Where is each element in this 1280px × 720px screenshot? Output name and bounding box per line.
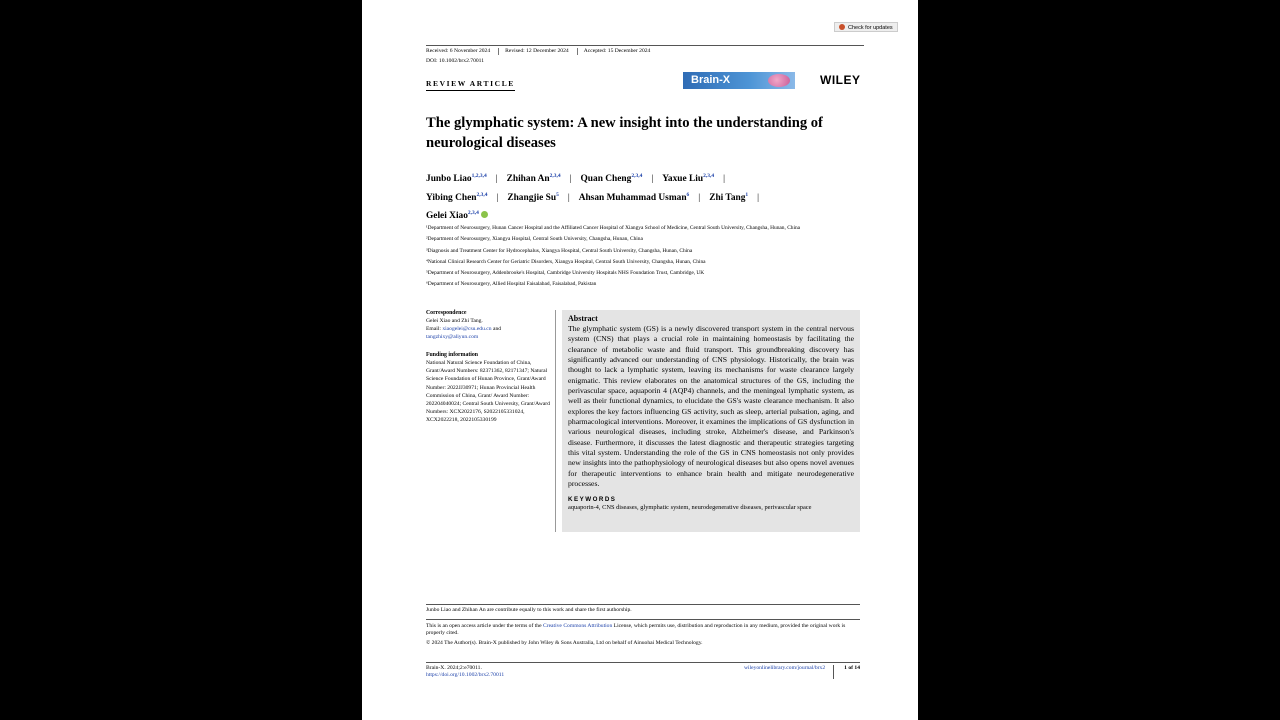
- affiliation: ²Department of Neurosurgery, Xiangya Hospital, Central South University, Changsha, Hunan, China: [426, 236, 643, 243]
- affiliation: ¹Department of Neurosurgery, Hunan Cancer Hospital and the Affiliated Cancer Hospital of Xiangya School of Medicine, Central South University, Changsha, Hunan, China: [426, 225, 801, 231]
- side-info: [426, 309, 550, 434]
- abstract-box: [562, 310, 860, 532]
- keywords: aquaporin-4, CNS diseases, glymphatic system, neurodegenerative diseases, perivascular space: [568, 503, 812, 511]
- citation: Brain-X. 2024;2:e70011.: [426, 665, 482, 671]
- author[interactable]: Gelei Xiao$^{2,3,4}$: [426, 210, 479, 222]
- affiliation: ³Diagnosis and Treatment Center for Hydrocephalus, Xiangya Hospital, Central South University, Changsha, Hunan, China: [426, 247, 693, 254]
- update-icon: [839, 24, 845, 30]
- received-date: Received: 6 November 2024: [426, 48, 491, 54]
- affiliation: ⁴National Clinical Research Center for Geriatric Disorders, Xiangya Hospital, Central South University, Changsha, Hunan, China: [426, 258, 706, 265]
- correspondence-heading: Correspondence: [426, 310, 467, 316]
- journal-logo: Brain-X: [683, 72, 795, 89]
- author[interactable]: Ahsan Muhammad Usman$^6$: [578, 191, 690, 203]
- orcid-icon[interactable]: [481, 211, 488, 218]
- doi: DOI: 10.1002/brx2.70011: [426, 58, 485, 64]
- accepted-date: Accepted: 15 December 2024: [577, 48, 651, 55]
- paper-title: The glymphatic system: A new insight into the understanding of neurological diseases: [426, 115, 823, 151]
- copyright: © 2024 The Author(s). Brain-X published by John Wiley & Sons Australia, Ltd on behalf of Ainuohai Medical Technology.: [426, 640, 703, 646]
- funding-heading: Funding information: [426, 352, 479, 359]
- revised-date: Revised: 12 December 2024: [498, 48, 569, 55]
- doi-link[interactable]: https://doi.org/10.1002/brx2.70011: [426, 672, 505, 678]
- affiliations: [426, 223, 886, 291]
- abstract-text: The glymphatic system (GS) is a newly discovered transport system in the central nervous system (CNS) that plays a crucial role in maintaining homeostasis by facilitating the clearance of metabolic waste and fluid transport. This groundbreaking discovery has significantly advanced our understanding of CNS physiology. Historically, the brain was thought to lack a lymphatic system, leaving its mechanisms for waste clearance largely enigmatic. This review elaborates on the anatomical structures of the GS, including the perivascular space, aquaporin 4 (AQP4) channels, and the meningeal lymphatic system, as well as their functional dynamics, to elucidate the GS's waste clearance mechanism. It also explores the key factors influencing GS activity, such as sleep, arterial pulsation, aging, and pharmacological interventions. Moreover, it examines the implications of GS dysfunction in various neurological diseases, including stroke, Alzheimer's disease, and Parkinson's disease. Furthermore, it discusses the latest diagnostic and therapeutic strategies targeting this vital system. Understanding the role of the GS in CNS homeostasis not only provides new insights into the pathophysiology of neurological diseases but also opens novel avenues for therapeutic interventions to enhance brain health and mitigate neurodegenerative processes.: [568, 324, 854, 489]
- author[interactable]: Junbo Liao$^{1,2,3,4}$: [426, 173, 487, 185]
- divider: [555, 310, 556, 532]
- paper-page: [362, 0, 918, 720]
- affiliation: ⁶Department of Neurosurgery, Allied Hospital Faisalabad, Faisalabad, Pakistan: [426, 281, 597, 288]
- page-number: 1 of 14: [833, 665, 860, 679]
- article-type: REVIEW ARTICLE: [426, 79, 515, 91]
- license-link[interactable]: Creative Commons Attribution: [542, 623, 613, 629]
- correspondence-text: Gelei Xiao and Zhi Tang. Email: xiaogelei@csu.edu.cn and tangzhixy@aliyun.com: [426, 318, 502, 341]
- author[interactable]: Zhihan An$^{2,3,4}$: [506, 173, 561, 185]
- keywords-heading: KEYWORDS: [568, 495, 617, 503]
- email-link[interactable]: xiaogelei@csu.edu.cn: [442, 326, 492, 333]
- page-footer: [426, 662, 860, 679]
- author[interactable]: Zhi Tang$^1$: [709, 191, 749, 203]
- abstract-heading: Abstract: [568, 314, 598, 323]
- article-dates: [426, 45, 864, 55]
- author[interactable]: Yibing Chen$^{2,3,4}$: [426, 191, 488, 203]
- brain-icon: [768, 74, 790, 87]
- funding-text: National Natural Science Foundation of China, Grant/Award Numbers: 82371362, 82171347; Natural Science Foundation of Hunan Province, Grant/Award Number: 2022JJ30971; Hunan Provincial Health Commission of China, Grant/ Award Number: 202204040024; Central South University, Grant/Award Numbers: XCX2022176, S2022105331024, XCX2022218, 2022105330199: [426, 360, 550, 423]
- author-list: Junbo Liao$^{1,2,3,4}$ | Zhihan An$^{2,3,4}$ | Quan Cheng$^{2,3,4}$ | Yaxue Liu$^{2,3,4}$ | Yibing Chen$^{2,3,4}$ | Zhangjie Su$^5$ | Ahsan Muhammad Usman$^6$ | Zhi Tang$^1$ | Gelei Xiao$^{2,3,4}$: [426, 173, 760, 222]
- publisher-logo: WILEY: [820, 73, 861, 87]
- affiliation: ⁵Department of Neurosurgery, Addenbrooke's Hospital, Cambridge University Hospitals NHS Foundation Trust, Cambridge, UK: [426, 270, 705, 277]
- check-for-updates-button[interactable]: Check for updates: [834, 22, 898, 32]
- journal-link[interactable]: wileyonlinelibrary.com/journal/brx2: [743, 665, 826, 671]
- author[interactable]: Quan Cheng$^{2,3,4}$: [580, 173, 643, 185]
- email-link[interactable]: tangzhixy@aliyun.com: [426, 334, 479, 341]
- equal-contribution-note: Junbo Liao and Zhihan An are contribute equally to this work and share the first authorship.: [426, 604, 860, 614]
- license-note: This is an open access article under the terms of the Creative Commons Attribution License, which permits use, distribution and reproduction in any medium, provided the original work is properly cited. © 2024 The Author(s). Brain-X published by John Wiley & Sons Australia, Ltd on behalf of Ainuohai Medical Technology.: [426, 619, 860, 647]
- author[interactable]: Yaxue Liu$^{2,3,4}$: [662, 173, 715, 185]
- author[interactable]: Zhangjie Su$^5$: [507, 191, 559, 203]
